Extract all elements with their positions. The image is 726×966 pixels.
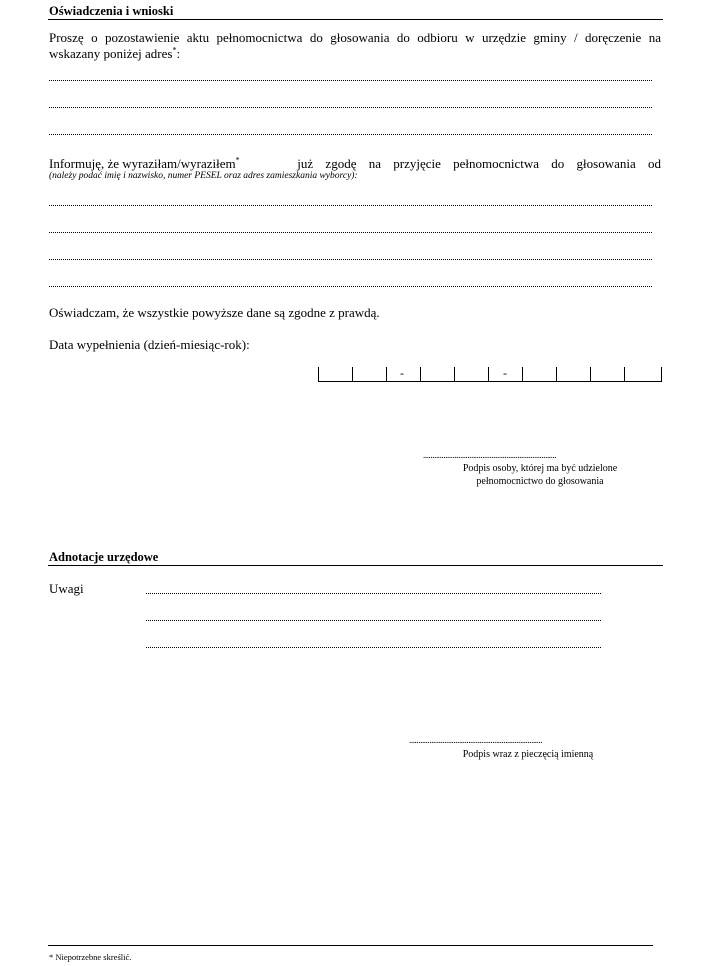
voter-line-3[interactable]	[49, 259, 652, 260]
date-box[interactable]	[454, 367, 489, 382]
remarks-line-1[interactable]	[146, 593, 601, 594]
signature-line-official[interactable]: ........................................................................	[409, 735, 543, 745]
section-title-official: Adnotacje urzędowe	[49, 550, 159, 564]
remarks-line-3[interactable]	[146, 647, 601, 648]
request-paragraph-line2	[49, 46, 661, 62]
date-separator: -	[400, 366, 404, 380]
truth-statement: Oświadczam, że wszystkie powyższe dane są zgodne z prawdą.	[49, 305, 380, 320]
address-line-2[interactable]	[49, 107, 652, 108]
remarks-label: Uwagi	[49, 581, 84, 596]
footnote-text: * Niepotrzebne skreślić.	[49, 952, 132, 962]
footnote-mark: *	[172, 45, 177, 55]
address-line-3[interactable]	[49, 134, 652, 135]
request-text: wskazany poniżej adres	[49, 46, 173, 61]
date-box[interactable]	[556, 367, 591, 382]
inform-note: (należy podać imię i nazwisko, numer PESEL oraz adres zamieszkania wyborcy):	[49, 171, 358, 181]
inform-paragraph	[49, 156, 661, 172]
signature-label-line2: pełnomocnictwo do głosowania	[476, 476, 604, 487]
address-line-1[interactable]	[49, 80, 652, 81]
date-box[interactable]	[522, 367, 557, 382]
footnote-mark: *	[235, 155, 240, 165]
section-rule	[48, 565, 663, 566]
inform-text: Informuję, że wyraziłam/wyraziłem	[49, 156, 236, 171]
voter-line-1[interactable]	[49, 205, 652, 206]
voter-line-2[interactable]	[49, 232, 652, 233]
signature-label-voter	[425, 462, 655, 488]
remarks-line-2[interactable]	[146, 620, 601, 621]
inform-rest: już zgodę na przyjęcie pełnomocnictwa do głosowania od	[297, 156, 661, 171]
date-box[interactable]	[352, 367, 387, 382]
date-separator: -	[503, 366, 507, 380]
section-rule	[48, 19, 663, 20]
date-box[interactable]	[420, 367, 455, 382]
section-title-declarations: Oświadczenia i wnioski	[49, 4, 174, 18]
footnote-rule	[48, 945, 653, 946]
signature-label-official: Podpis wraz z pieczęcią imienną	[462, 749, 594, 760]
signature-label-line1: Podpis osoby, której ma być udzielone	[462, 463, 618, 474]
voter-line-4[interactable]	[49, 286, 652, 287]
date-box[interactable]	[624, 367, 662, 382]
date-label: Data wypełnienia (dzień-miesiąc-rok):	[49, 337, 250, 352]
request-suffix: :	[176, 46, 181, 61]
date-box[interactable]	[590, 367, 625, 382]
date-box[interactable]	[318, 367, 353, 382]
request-paragraph-line1: Proszę o pozostawienie aktu pełnomocnictwa do głosowania do odbioru w urzędzie gminy / doręczenie na	[49, 30, 661, 45]
signature-line-voter[interactable]: ........................................................................	[423, 450, 557, 460]
